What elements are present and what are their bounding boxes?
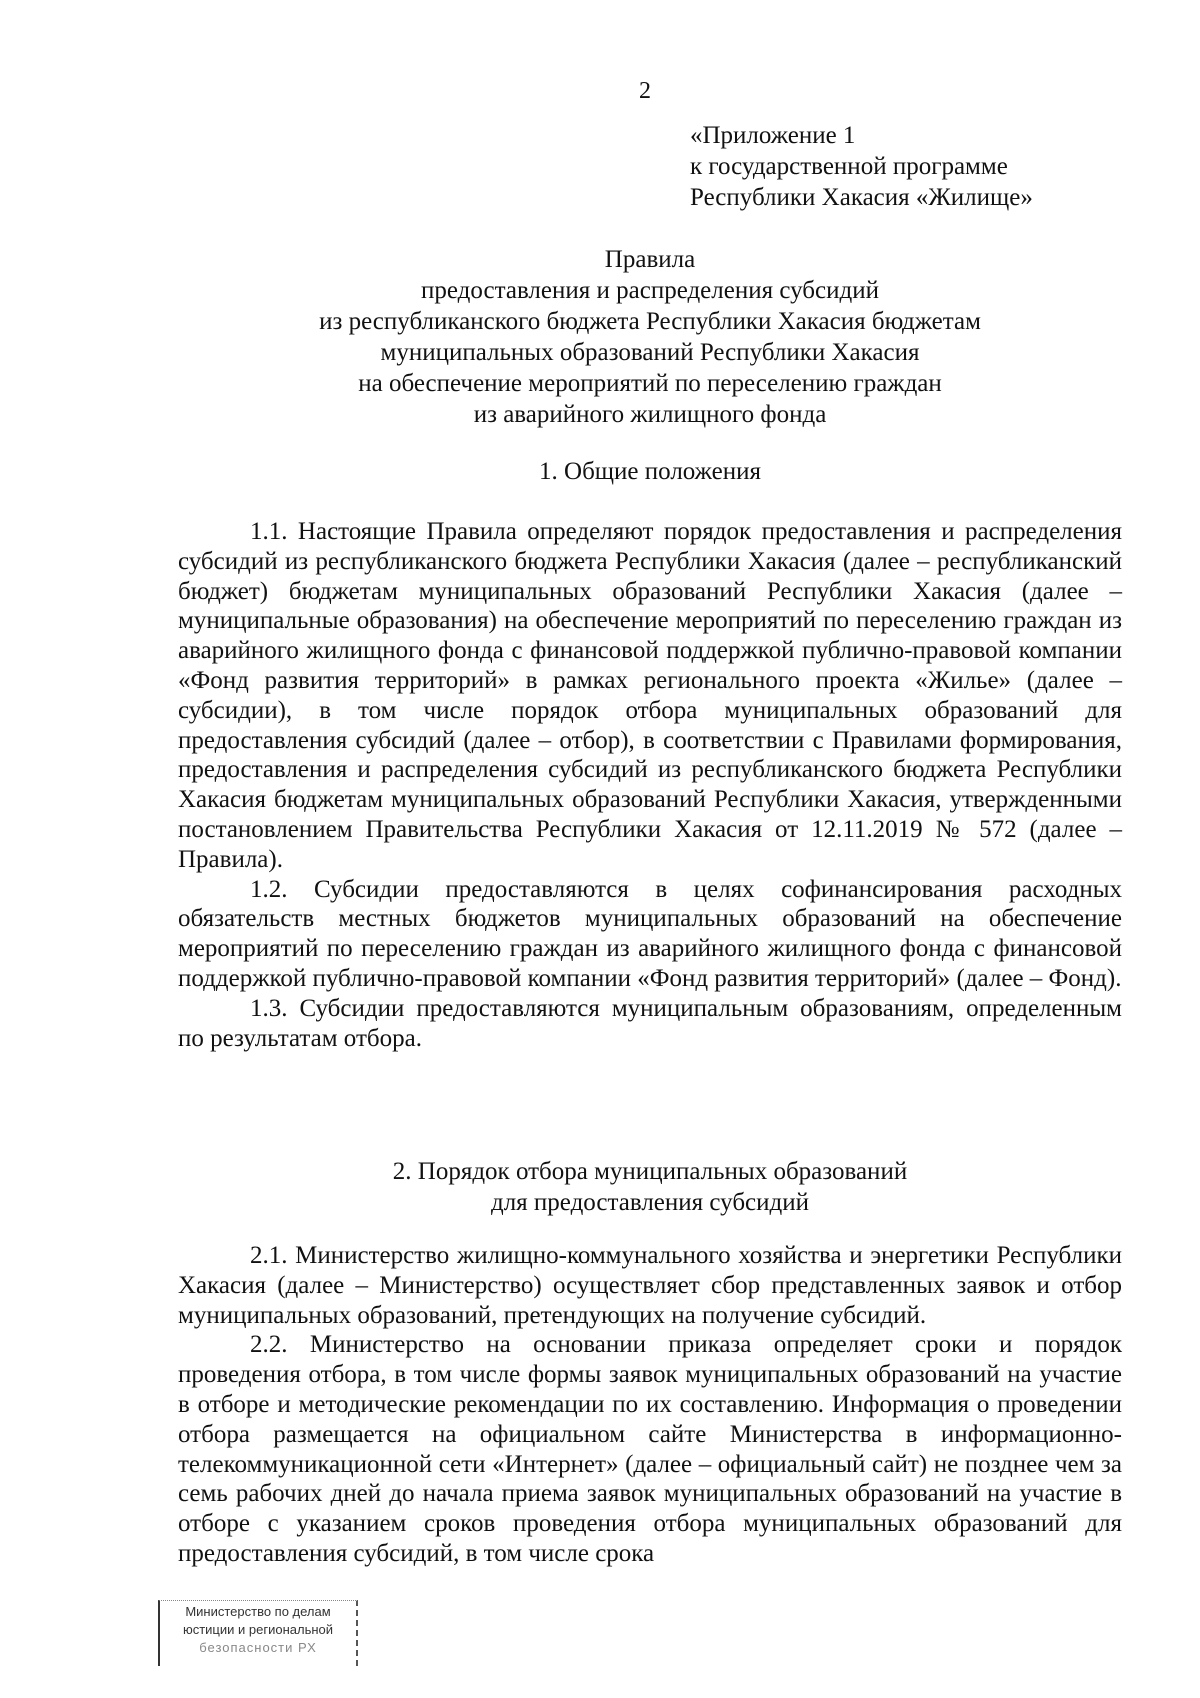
paragraph-1-3: 1.3. Субсидии предоставляются муниципальным образованиям, определенным по результатам отбора. [178, 994, 1122, 1052]
stamp-line: Министерство по делам [185, 1604, 331, 1619]
page-number: 2 [639, 78, 651, 104]
appendix-line: к государственной программе [690, 153, 1008, 180]
appendix-note [690, 120, 1033, 213]
registration-stamp [158, 1600, 358, 1666]
section-2-body [178, 1241, 1122, 1569]
section-2-heading [180, 1156, 1120, 1218]
paragraph-1-1: 1.1. Настоящие Правила определяют порядок предоставления и распределения субсидий из республиканского бюджета Республики Хакасия (далее – республиканский бюджет) бюджетам муниципальных образований Республики Хакасия (далее – муниципальные образования) на обеспечение мероприятий по переселению граждан из аварийного жилищного фонда с финансовой поддержкой публично-правовой компании «Фонд развития территорий» в рамках регионального проекта «Жилье» (далее – субсидии), в том числе порядок отбора муниципальных образований для предоставления субсидий (далее – отбор), в соответствии с Правилами формирования, предоставления и распределения субсидий из республиканского бюджета Республики Хакасия бюджетам муниципальных образований Республики Хакасия, утвержденными постановлением Правительства Республики Хакасия от 12.11.2019 № 572 (далее – Правила). [178, 518, 1122, 873]
stamp-line: юстиции и региональной [182, 1622, 334, 1637]
title-line: из аварийного жилищного фонда [473, 401, 827, 428]
section-heading-text: для предоставления субсидий [490, 1189, 810, 1216]
section-heading-text: 1. Общие положения [539, 458, 761, 485]
stamp-line: безопасности РХ [199, 1640, 317, 1655]
title-line: Правила [604, 246, 696, 273]
section-1-body [178, 517, 1122, 1053]
title-line: предоставления и распределения субсидий [421, 277, 879, 304]
paragraph-2-1: 2.1. Министерство жилищно-коммунального хозяйства и энергетики Республики Хакасия (далее – Министерство) осуществляет сбор представленных заявок и отбор муниципальных образований, претендующих на получение субсидий. [178, 1242, 1122, 1329]
document-title [180, 244, 1120, 430]
paragraph-2-2: 2.2. Министерство на основании приказа определяет сроки и порядок проведения отбора, в том числе формы заявок муниципальных образований на участие в отборе и методические рекомендации по их составлению. Информация о проведении отбора размещается на официальном сайте Министерства в информационно-телекоммуникационной сети «Интернет» (далее – официальный сайт) не позднее чем за семь рабочих дней до начала приема заявок муниципальных образований на участие в отборе с указанием сроков проведения отбора муниципальных образований для предоставления субсидий, в том числе срока [178, 1331, 1122, 1567]
appendix-line: Республики Хакасия «Жилище» [690, 184, 1033, 211]
title-line: муниципальных образований Республики Хакасия [380, 339, 920, 366]
title-line: на обеспечение мероприятий по переселению граждан [358, 370, 942, 397]
section-heading-text: 2. Порядок отбора муниципальных образований [392, 1158, 908, 1185]
section-1-heading [180, 456, 1120, 487]
appendix-line: «Приложение 1 [690, 122, 856, 149]
title-line: из республиканского бюджета Республики Хакасия бюджетам [319, 308, 981, 335]
paragraph-1-2: 1.2. Субсидии предоставляются в целях софинансирования расходных обязательств местных бюджетов муниципальных образований на обеспечение мероприятий по переселению граждан из аварийного жилищного фонда с финансовой поддержкой публично-правовой компании «Фонд развития территорий» (далее – Фонд). [178, 875, 1122, 992]
